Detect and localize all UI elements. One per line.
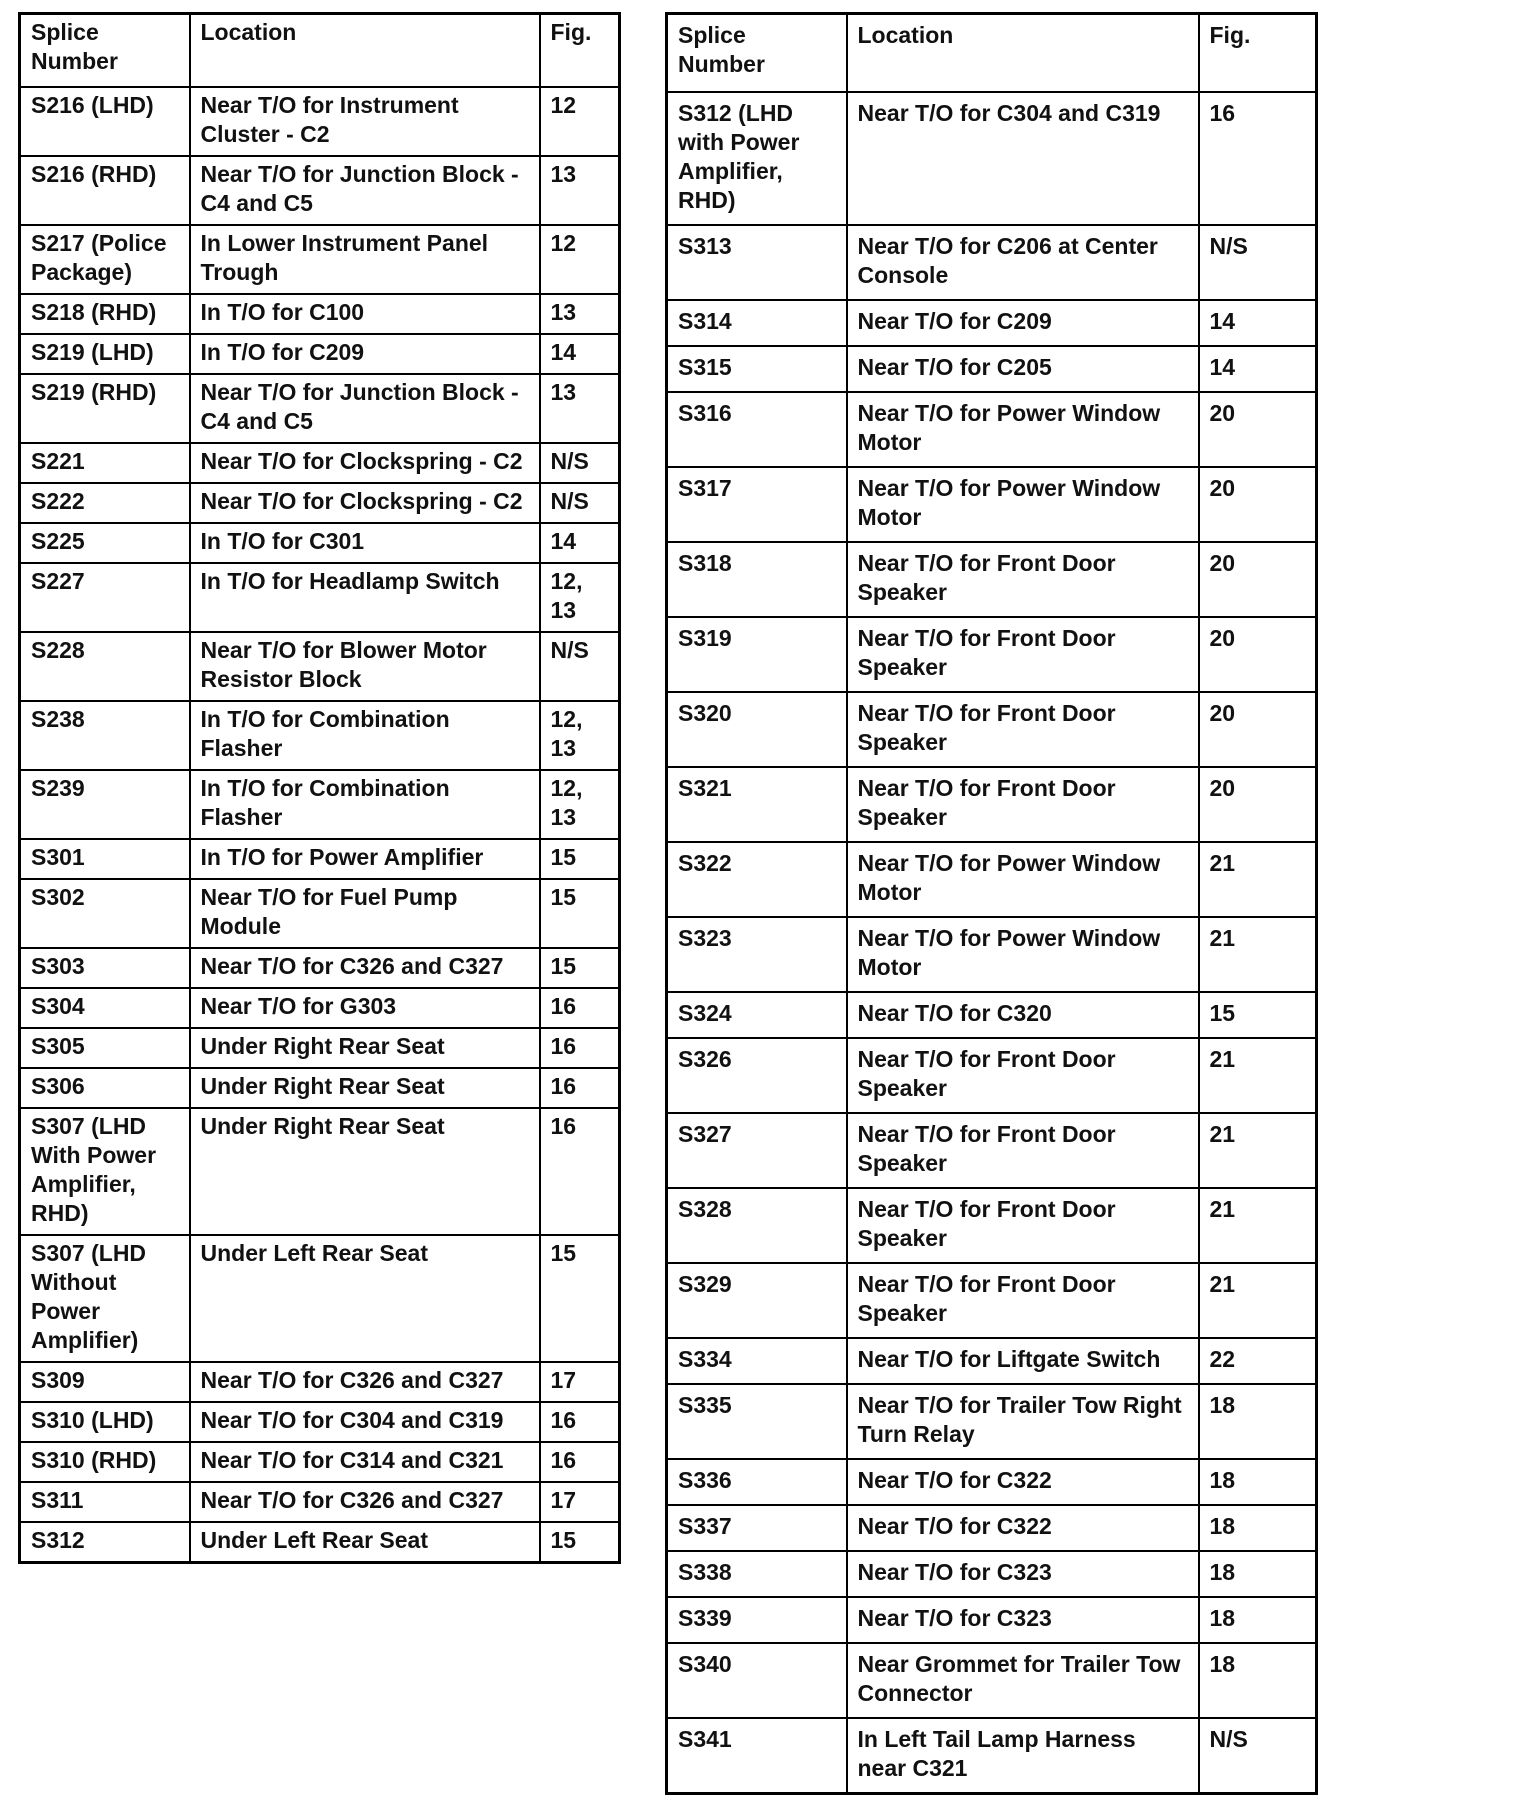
fig-cell: 18 <box>1199 1459 1317 1505</box>
splice-number-cell: S323 <box>667 917 847 992</box>
location-cell: Near T/O for Blower Motor Resistor Block <box>190 632 540 701</box>
table-row <box>667 917 1317 992</box>
fig-cell: 13 <box>540 374 620 443</box>
table-row <box>667 842 1317 917</box>
fig-cell: 16 <box>540 1068 620 1108</box>
location-cell: In T/O for C209 <box>190 334 540 374</box>
header-row <box>667 14 1317 93</box>
location-cell: Near T/O for Clockspring - C2 <box>190 443 540 483</box>
location-cell: Under Right Rear Seat <box>190 1028 540 1068</box>
fig-cell: 15 <box>1199 992 1317 1038</box>
splice-number-cell: S340 <box>667 1643 847 1718</box>
splice-number-cell: S312 <box>20 1522 190 1563</box>
location-cell: Near T/O for C323 <box>847 1597 1199 1643</box>
table-row <box>20 701 620 770</box>
header-row <box>20 14 620 88</box>
location-cell: Near T/O for Front Door Speaker <box>847 1038 1199 1113</box>
fig-cell: 20 <box>1199 467 1317 542</box>
splice-number-cell: S218 (RHD) <box>20 294 190 334</box>
table-row <box>20 1068 620 1108</box>
location-cell: Near T/O for Liftgate Switch <box>847 1338 1199 1384</box>
column-header-splice-number-cell: Splice Number <box>667 14 847 93</box>
splice-number-cell: S217 (Police Package) <box>20 225 190 294</box>
location-cell: Near T/O for Front Door Speaker <box>847 1263 1199 1338</box>
location-cell: Near T/O for Front Door Speaker <box>847 542 1199 617</box>
table-row <box>667 1718 1317 1794</box>
location-cell: Near T/O for G303 <box>190 988 540 1028</box>
table-row <box>667 225 1317 300</box>
fig-cell: 20 <box>1199 542 1317 617</box>
location-cell: Near T/O for C322 <box>847 1459 1199 1505</box>
table-row <box>667 1643 1317 1718</box>
location-cell: Near Grommet for Trailer Tow Connector <box>847 1643 1199 1718</box>
fig-cell: 15 <box>540 1235 620 1362</box>
table-row <box>20 879 620 948</box>
location-cell: In Left Tail Lamp Harness near C321 <box>847 1718 1199 1794</box>
splice-number-cell: S238 <box>20 701 190 770</box>
fig-cell: N/S <box>540 632 620 701</box>
fig-cell: 21 <box>1199 1263 1317 1338</box>
splice-number-cell: S326 <box>667 1038 847 1113</box>
fig-cell: 15 <box>540 1522 620 1563</box>
table-row <box>20 1108 620 1235</box>
table-row <box>667 1551 1317 1597</box>
splice-number-cell: S216 (LHD) <box>20 87 190 156</box>
location-cell: Near T/O for Trailer Tow Right Turn Relay <box>847 1384 1199 1459</box>
splice-number-cell: S334 <box>667 1338 847 1384</box>
location-cell: Near T/O for C320 <box>847 992 1199 1038</box>
fig-cell: 21 <box>1199 842 1317 917</box>
table-row <box>667 767 1317 842</box>
table-row <box>667 992 1317 1038</box>
location-cell: In T/O for Combination Flasher <box>190 770 540 839</box>
table-row <box>20 523 620 563</box>
splice-number-cell: S320 <box>667 692 847 767</box>
location-cell: Near T/O for Power Window Motor <box>847 917 1199 992</box>
table-row <box>20 87 620 156</box>
location-cell: In T/O for Power Amplifier <box>190 839 540 879</box>
location-cell: Near T/O for Front Door Speaker <box>847 1113 1199 1188</box>
table-row <box>667 1338 1317 1384</box>
fig-cell: 14 <box>1199 346 1317 392</box>
table-row <box>20 1235 620 1362</box>
location-cell: Near T/O for C322 <box>847 1505 1199 1551</box>
splice-number-cell: S317 <box>667 467 847 542</box>
splice-table-right <box>665 12 1318 1795</box>
fig-cell: 21 <box>1199 917 1317 992</box>
table-row <box>20 770 620 839</box>
column-header-location-cell: Location <box>190 14 540 88</box>
fig-cell: N/S <box>540 443 620 483</box>
splice-number-cell: S309 <box>20 1362 190 1402</box>
fig-cell: 16 <box>540 1108 620 1235</box>
location-cell: Near T/O for Fuel Pump Module <box>190 879 540 948</box>
splice-number-cell: S319 <box>667 617 847 692</box>
fig-cell: 12, 13 <box>540 770 620 839</box>
table-row <box>667 1597 1317 1643</box>
location-cell: Near T/O for C206 at Center Console <box>847 225 1199 300</box>
fig-cell: N/S <box>540 483 620 523</box>
splice-number-cell: S310 (LHD) <box>20 1402 190 1442</box>
splice-number-cell: S315 <box>667 346 847 392</box>
table-row <box>667 1113 1317 1188</box>
splice-number-cell: S313 <box>667 225 847 300</box>
table-row <box>20 1402 620 1442</box>
table-row <box>20 988 620 1028</box>
fig-cell: 16 <box>1199 92 1317 225</box>
splice-number-cell: S219 (LHD) <box>20 334 190 374</box>
splice-table-left <box>18 12 621 1564</box>
splice-number-cell: S338 <box>667 1551 847 1597</box>
location-cell: Near T/O for Power Window Motor <box>847 842 1199 917</box>
fig-cell: 21 <box>1199 1188 1317 1263</box>
splice-number-cell: S216 (RHD) <box>20 156 190 225</box>
splice-number-cell: S312 (LHD with Power Amplifier, RHD) <box>667 92 847 225</box>
table-row <box>667 346 1317 392</box>
column-header-location-cell: Location <box>847 14 1199 93</box>
fig-cell: 16 <box>540 1402 620 1442</box>
location-cell: Near T/O for Front Door Speaker <box>847 692 1199 767</box>
fig-cell: 20 <box>1199 767 1317 842</box>
table-row <box>667 300 1317 346</box>
table-row <box>20 156 620 225</box>
location-cell: Under Left Rear Seat <box>190 1235 540 1362</box>
table-row <box>667 1038 1317 1113</box>
location-cell: Near T/O for C326 and C327 <box>190 1362 540 1402</box>
column-header-fig-cell: Fig. <box>1199 14 1317 93</box>
splice-number-cell: S341 <box>667 1718 847 1794</box>
column-header-fig-cell: Fig. <box>540 14 620 88</box>
table-row <box>20 1482 620 1522</box>
location-cell: Near T/O for Instrument Cluster - C2 <box>190 87 540 156</box>
table-row <box>20 839 620 879</box>
fig-cell: 14 <box>540 523 620 563</box>
fig-cell: N/S <box>1199 1718 1317 1794</box>
fig-cell: 15 <box>540 948 620 988</box>
table-body <box>20 87 620 1563</box>
splice-number-cell: S303 <box>20 948 190 988</box>
location-cell: Near T/O for C326 and C327 <box>190 948 540 988</box>
fig-cell: 18 <box>1199 1597 1317 1643</box>
fig-cell: 12 <box>540 225 620 294</box>
location-cell: In T/O for Combination Flasher <box>190 701 540 770</box>
table-row <box>667 392 1317 467</box>
fig-cell: N/S <box>1199 225 1317 300</box>
fig-cell: 13 <box>540 294 620 334</box>
splice-number-cell: S307 (LHD With Power Amplifier, RHD) <box>20 1108 190 1235</box>
fig-cell: 21 <box>1199 1113 1317 1188</box>
table-row <box>20 1362 620 1402</box>
splice-number-cell: S306 <box>20 1068 190 1108</box>
fig-cell: 18 <box>1199 1384 1317 1459</box>
location-cell: Near T/O for C326 and C327 <box>190 1482 540 1522</box>
splice-number-cell: S337 <box>667 1505 847 1551</box>
location-cell: In T/O for C301 <box>190 523 540 563</box>
splice-number-cell: S222 <box>20 483 190 523</box>
location-cell: Near T/O for Clockspring - C2 <box>190 483 540 523</box>
location-cell: Near T/O for C304 and C319 <box>847 92 1199 225</box>
table-row <box>20 948 620 988</box>
splice-number-cell: S239 <box>20 770 190 839</box>
location-cell: Near T/O for C323 <box>847 1551 1199 1597</box>
table-row <box>667 1459 1317 1505</box>
fig-cell: 21 <box>1199 1038 1317 1113</box>
location-cell: Near T/O for Junction Block - C4 and C5 <box>190 374 540 443</box>
splice-number-cell: S304 <box>20 988 190 1028</box>
splice-number-cell: S301 <box>20 839 190 879</box>
splice-number-cell: S305 <box>20 1028 190 1068</box>
location-cell: Near T/O for C304 and C319 <box>190 1402 540 1442</box>
table-row <box>20 1028 620 1068</box>
table-row <box>20 443 620 483</box>
fig-cell: 18 <box>1199 1643 1317 1718</box>
fig-cell: 18 <box>1199 1551 1317 1597</box>
splice-number-cell: S328 <box>667 1188 847 1263</box>
location-cell: Under Left Rear Seat <box>190 1522 540 1563</box>
fig-cell: 16 <box>540 988 620 1028</box>
location-cell: Near T/O for C314 and C321 <box>190 1442 540 1482</box>
splice-number-cell: S302 <box>20 879 190 948</box>
splice-number-cell: S219 (RHD) <box>20 374 190 443</box>
location-cell: In T/O for C100 <box>190 294 540 334</box>
fig-cell: 12, 13 <box>540 563 620 632</box>
fig-cell: 20 <box>1199 392 1317 467</box>
splice-number-cell: S310 (RHD) <box>20 1442 190 1482</box>
table-row <box>667 617 1317 692</box>
location-cell: In Lower Instrument Panel Trough <box>190 225 540 294</box>
table-row <box>20 334 620 374</box>
table-row <box>667 467 1317 542</box>
splice-number-cell: S318 <box>667 542 847 617</box>
fig-cell: 14 <box>540 334 620 374</box>
splice-number-cell: S321 <box>667 767 847 842</box>
location-cell: Near T/O for C209 <box>847 300 1199 346</box>
splice-number-cell: S311 <box>20 1482 190 1522</box>
table-row <box>20 1522 620 1563</box>
table-row <box>20 563 620 632</box>
fig-cell: 15 <box>540 839 620 879</box>
table-row <box>20 483 620 523</box>
location-cell: Near T/O for Front Door Speaker <box>847 617 1199 692</box>
table-row <box>667 1263 1317 1338</box>
column-header-splice-number-cell: Splice Number <box>20 14 190 88</box>
location-cell: Near T/O for Front Door Speaker <box>847 767 1199 842</box>
splice-number-cell: S327 <box>667 1113 847 1188</box>
splice-number-cell: S322 <box>667 842 847 917</box>
table-row <box>667 1188 1317 1263</box>
splice-number-cell: S307 (LHD Without Power Amplifier) <box>20 1235 190 1362</box>
fig-cell: 17 <box>540 1362 620 1402</box>
table-row <box>20 632 620 701</box>
table-row <box>667 92 1317 225</box>
location-cell: In T/O for Headlamp Switch <box>190 563 540 632</box>
table-row <box>20 225 620 294</box>
fig-cell: 13 <box>540 156 620 225</box>
table-body <box>667 92 1317 1794</box>
fig-cell: 22 <box>1199 1338 1317 1384</box>
location-cell: Near T/O for Power Window Motor <box>847 467 1199 542</box>
splice-number-cell: S335 <box>667 1384 847 1459</box>
splice-number-cell: S228 <box>20 632 190 701</box>
splice-number-cell: S316 <box>667 392 847 467</box>
splice-number-cell: S227 <box>20 563 190 632</box>
fig-cell: 18 <box>1199 1505 1317 1551</box>
splice-number-cell: S324 <box>667 992 847 1038</box>
location-cell: Near T/O for Power Window Motor <box>847 392 1199 467</box>
splice-number-cell: S336 <box>667 1459 847 1505</box>
fig-cell: 14 <box>1199 300 1317 346</box>
splice-number-cell: S314 <box>667 300 847 346</box>
location-cell: Under Right Rear Seat <box>190 1068 540 1108</box>
location-cell: Under Right Rear Seat <box>190 1108 540 1235</box>
table-row <box>667 692 1317 767</box>
splice-number-cell: S221 <box>20 443 190 483</box>
fig-cell: 17 <box>540 1482 620 1522</box>
fig-cell: 20 <box>1199 692 1317 767</box>
table-row <box>20 1442 620 1482</box>
splice-number-cell: S225 <box>20 523 190 563</box>
location-cell: Near T/O for Front Door Speaker <box>847 1188 1199 1263</box>
fig-cell: 16 <box>540 1442 620 1482</box>
table-row <box>667 542 1317 617</box>
location-cell: Near T/O for C205 <box>847 346 1199 392</box>
fig-cell: 20 <box>1199 617 1317 692</box>
fig-cell: 15 <box>540 879 620 948</box>
splice-number-cell: S339 <box>667 1597 847 1643</box>
fig-cell: 12, 13 <box>540 701 620 770</box>
table-row <box>20 374 620 443</box>
fig-cell: 16 <box>540 1028 620 1068</box>
table-row <box>667 1384 1317 1459</box>
fig-cell: 12 <box>540 87 620 156</box>
location-cell: Near T/O for Junction Block -C4 and C5 <box>190 156 540 225</box>
table-row <box>20 294 620 334</box>
splice-number-cell: S329 <box>667 1263 847 1338</box>
table-row <box>667 1505 1317 1551</box>
